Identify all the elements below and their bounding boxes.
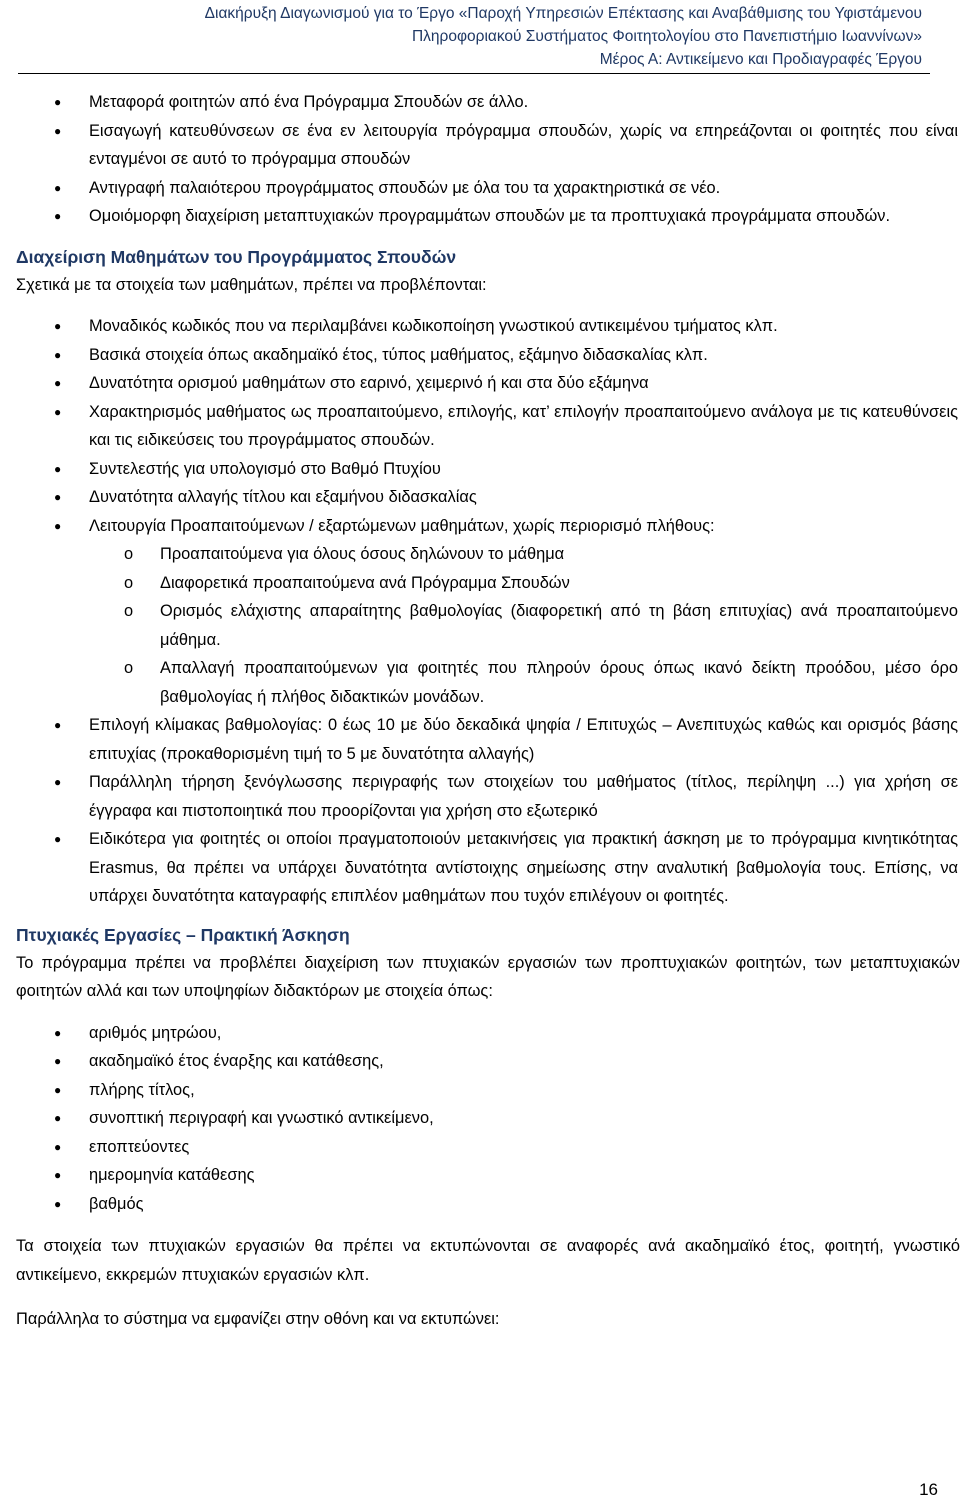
list-item: ● Συντελεστής για υπολογισμό στο Βαθμό Πτυχίου: [16, 455, 960, 484]
list-item: ● Χαρακτηρισμός μαθήματος ως προαπαιτούμενο, επιλογής, κατ’ επιλογήν προαπαιτούμενο ανάλογα με τις κατευθύνσεις και τις ειδικεύσεις του προγράμματος σπουδών.: [16, 398, 960, 455]
list-item: ● Επιλογή κλίμακας βαθμολογίας: 0 έως 10 με δύο δεκαδικά ψηφία / Επιτυχώς – Ανεπιτυχώς καθώς και ορισμός βάσης επιτυχίας (προκαθορισμένη τιμή το 5 με δυνατότητα αλλαγής): [16, 711, 960, 768]
theses-bullet-list: [16, 1019, 960, 1219]
theses-display-paragraph: Παράλληλα το σύστημα να εμφανίζει στην οθόνη και να εκτυπώνει:: [16, 1310, 500, 1328]
list-item: ● ημερομηνία κατάθεσης: [16, 1161, 960, 1190]
list-item-text: Λειτουργία Προαπαιτούμενων / εξαρτώμενων μαθημάτων, χωρίς περιορισμό πλήθους:: [89, 516, 715, 535]
header-line-2: Πληροφοριακού Συστήματος Φοιτητολογίου στο Πανεπιστήμιο Ιωαννίνων»: [411, 28, 922, 45]
list-item: ● Παράλληλη τήρηση ξενόγλωσσης περιγραφής των στοιχείων του μαθήματος (τίτλος, περίληψη ...) για χρήση σε έγγραφα και πιστοποιητικά που προορίζονται για χρήση στο εξωτερικό: [16, 768, 960, 825]
page-content: [16, 88, 960, 1334]
theses-reports-paragraph: Τα στοιχεία των πτυχιακών εργασιών θα πρέπει να εκτυπώνονται σε αναφορές ανά ακαδημαϊκό έτος, φοιτητή, γνωστικό αντικείμενο, εκκρεμών πτυχιακών εργασιών κλπ.: [16, 1237, 960, 1284]
top-bullet-list: [16, 88, 960, 231]
list-item: ● αριθμός μητρώου,: [16, 1019, 960, 1048]
list-item: ● Δυνατότητα αλλαγής τίτλου και εξαμήνου διδασκαλίας: [16, 483, 960, 512]
list-item: ● Ειδικότερα για φοιτητές οι οποίοι πραγματοποιούν μετακινήσεις για πρακτική άσκηση με το πρόγραμμα κινητικότητας Erasmus, θα πρέπει να υπάρχει δυνατότητα αντίστοιχης σημείωσης στην αναλυτική βαθμολογία τους. Επίσης, να υπάρχει δυνατότητα καταγραφής επιπλέον μαθημάτων που τυχόν επιλέγουν οι φοιτητές.: [16, 825, 960, 911]
sub-list-item: o Προαπαιτούμενα για όλους όσους δηλώνουν το μάθημα: [87, 540, 958, 569]
sub-list-item: o Διαφορετικά προαπαιτούμενα ανά Πρόγραμμα Σπουδών: [87, 569, 958, 598]
list-item: ● Μεταφορά φοιτητών από ένα Πρόγραμμα Σπουδών σε άλλο.: [16, 88, 960, 117]
list-item: ● εποπτεύοντες: [16, 1133, 960, 1162]
spacer: [16, 1218, 960, 1232]
list-item: ● βαθμός: [16, 1190, 960, 1219]
list-item: ● Εισαγωγή κατευθύνσεων σε ένα εν λειτουργία πρόγραμμα σπουδών, χωρίς να επηρεάζονται οι φοιτητές που είναι ενταγμένοι σε αυτό το πρόγραμμα σπουδών: [16, 117, 960, 174]
list-item: [16, 512, 960, 712]
section-intro-theses: Το πρόγραμμα πρέπει να προβλέπει διαχείριση των πτυχιακών εργασιών των προπτυχιακών φοιτητών, των μεταπτυχιακών φοιτητών αλλά και των υποψηφίων διδακτόρων με στοιχεία όπως:: [16, 953, 960, 1000]
section-title-courses: Διαχείριση Μαθημάτων του Προγράμματος Σπουδών: [16, 246, 457, 267]
list-item: ● πλήρης τίτλος,: [16, 1076, 960, 1105]
header-line-3: Μέρος Α: Αντικείμενο και Προδιαγραφές Έργου: [599, 51, 922, 68]
section-intro-courses: Σχετικά με τα στοιχεία των μαθημάτων, πρέπει να προβλέπονται:: [16, 275, 487, 294]
header-divider: [18, 73, 930, 74]
header-line-1: Διακήρυξη Διαγωνισμού για το Έργο «Παροχή Υπηρεσιών Επέκτασης και Αναβάθμισης του Υφιστάμενου: [204, 5, 922, 22]
prerequisites-sub-list: [89, 540, 958, 711]
list-item: ● Ομοιόμορφη διαχείριση μεταπτυχιακών προγραμμάτων σπουδών με τα προπτυχιακά προγράμματα σπουδών.: [16, 202, 960, 231]
sub-list-item: o Απαλλαγή προαπαιτούμενων για φοιτητές που πληρούν όρους όπως ικανό δείκτη προόδου, μέσο όρο βαθμολογίας ή πλήθος διδακτικών μονάδων.: [87, 654, 958, 711]
section-title-theses: Πτυχιακές Εργασίες – Πρακτική Άσκηση: [16, 924, 350, 945]
document-header: [205, 2, 922, 71]
page-number: 16: [919, 1480, 938, 1499]
sub-list-item: o Ορισμός ελάχιστης απαραίτητης βαθμολογίας (διαφορετική από τη βάση επιτυχίας) ανά προαπαιτούμενο μάθημα.: [87, 597, 958, 654]
list-item: ● ακαδημαϊκό έτος έναρξης και κατάθεσης,: [16, 1047, 960, 1076]
list-item: ● συνοπτική περιγραφή και γνωστικό αντικείμενο,: [16, 1104, 960, 1133]
list-item: ● Βασικά στοιχεία όπως ακαδημαϊκό έτος, τύπος μαθήματος, εξάμηνο διδασκαλίας κλπ.: [16, 341, 960, 370]
list-item: ● Μοναδικός κωδικός που να περιλαμβάνει κωδικοποίηση γνωστικού αντικειμένου τμήματος κλπ.: [16, 312, 960, 341]
courses-bullet-list: [16, 312, 960, 911]
list-item: ● Δυνατότητα ορισμού μαθημάτων στο εαρινό, χειμερινό ή και στα δύο εξάμηνα: [16, 369, 960, 398]
spacer: [16, 1289, 960, 1305]
list-item: ● Αντιγραφή παλαιότερου προγράμματος σπουδών με όλα του τα χαρακτηριστικά σε νέο.: [16, 174, 960, 203]
